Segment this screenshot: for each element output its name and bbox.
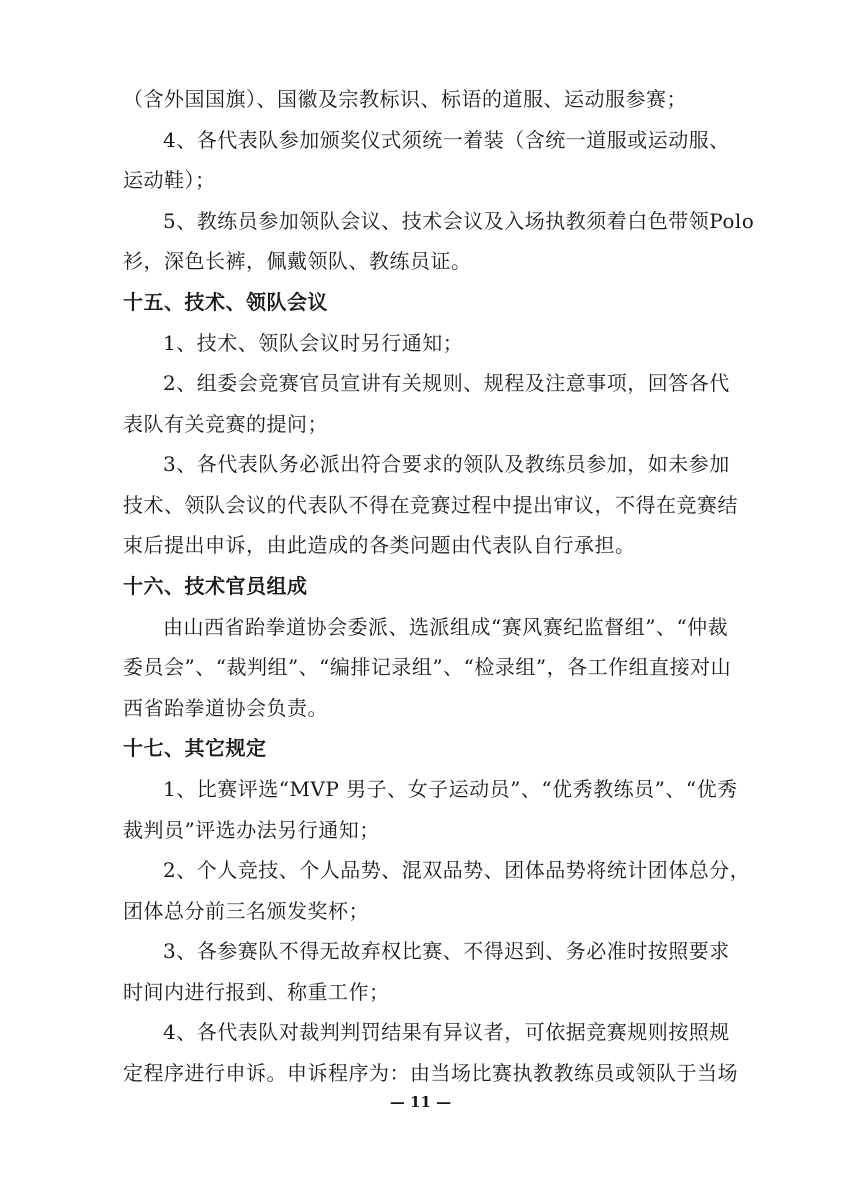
text-line-17-item-4: 4、各代表队对裁判判罚结果有异议者，可依据竞赛规则按照规 [163,1020,730,1044]
text-line-15-item-3-cont2: 束后提出申诉，由此造成的各类问题由代表队自行承担。 [123,533,636,557]
text-line-item-5-cont: 衫，深色长裤，佩戴领队、教练员证。 [123,249,472,273]
text-line-16-para-cont2: 西省跆拳道协会负责。 [123,696,328,720]
text-line-15-item-1: 1、技术、领队会议时另行通知； [163,331,464,355]
text-line-15-item-3-cont: 技术、领队会议的代表队不得在竞赛过程中提出审议，不得在竞赛结 [123,493,738,517]
text-line-17-item-1-cont: 裁判员”评选办法另行通知； [123,818,380,842]
section-heading-16: 十六、技术官员组成 [123,574,308,598]
section-heading-17: 十七、其它规定 [123,736,267,760]
text-line-17-item-3: 3、各参赛队不得无故弃权比赛、不得迟到、务必准时按照要求 [163,939,730,963]
text-line-item-4-cont: 运动鞋）； [123,168,216,192]
text-line-17-item-2-cont: 团体总分前三名颁发奖杯； [123,899,369,923]
text-line-17-item-2: 2、个人竞技、个人品势、混双品势、团体品势将统计团体总分， [163,858,751,882]
text-line-15-item-3: 3、各代表队务必派出符合要求的领队及教练员参加，如未参加 [163,452,730,476]
text-line-17-item-1: 1、比赛评选“MVP 男子、女子运动员”、“优秀教练员”、“优秀 [163,777,738,801]
text-line-item-5: 5、教练员参加领队会议、技术会议及入场执教须着白色带领Polo [163,209,755,233]
page-number: — 11 — [389,1093,452,1111]
text-line-16-para-cont: 委员会”、“裁判组”、“编排记录组”、“检录组”，各工作组直接对山 [123,655,732,679]
text-line-15-item-2: 2、组委会竞赛官员宣讲有关规则、规程及注意事项，回答各代 [163,371,730,395]
text-line-15-item-2-cont: 表队有关竞赛的提问； [123,412,328,436]
text-line-continuation: （含外国国旗）、国徽及宗教标识、标语的道服、运动服参赛； [123,87,687,111]
text-line-17-item-3-cont: 时间内进行报到、称重工作； [123,980,390,1004]
section-heading-15: 十五、技术、领队会议 [123,290,328,314]
text-line-17-item-4-cont: 定程序进行申诉。申诉程序为：由当场比赛执教教练员或领队于当场 [123,1061,738,1085]
text-line-item-4: 4、各代表队参加颁奖仪式须统一着装（含统一道服或运动服、 [163,128,730,152]
text-line-16-para: 由山西省跆拳道协会委派、选派组成“赛风赛纪监督组”、“仲裁 [163,615,729,639]
